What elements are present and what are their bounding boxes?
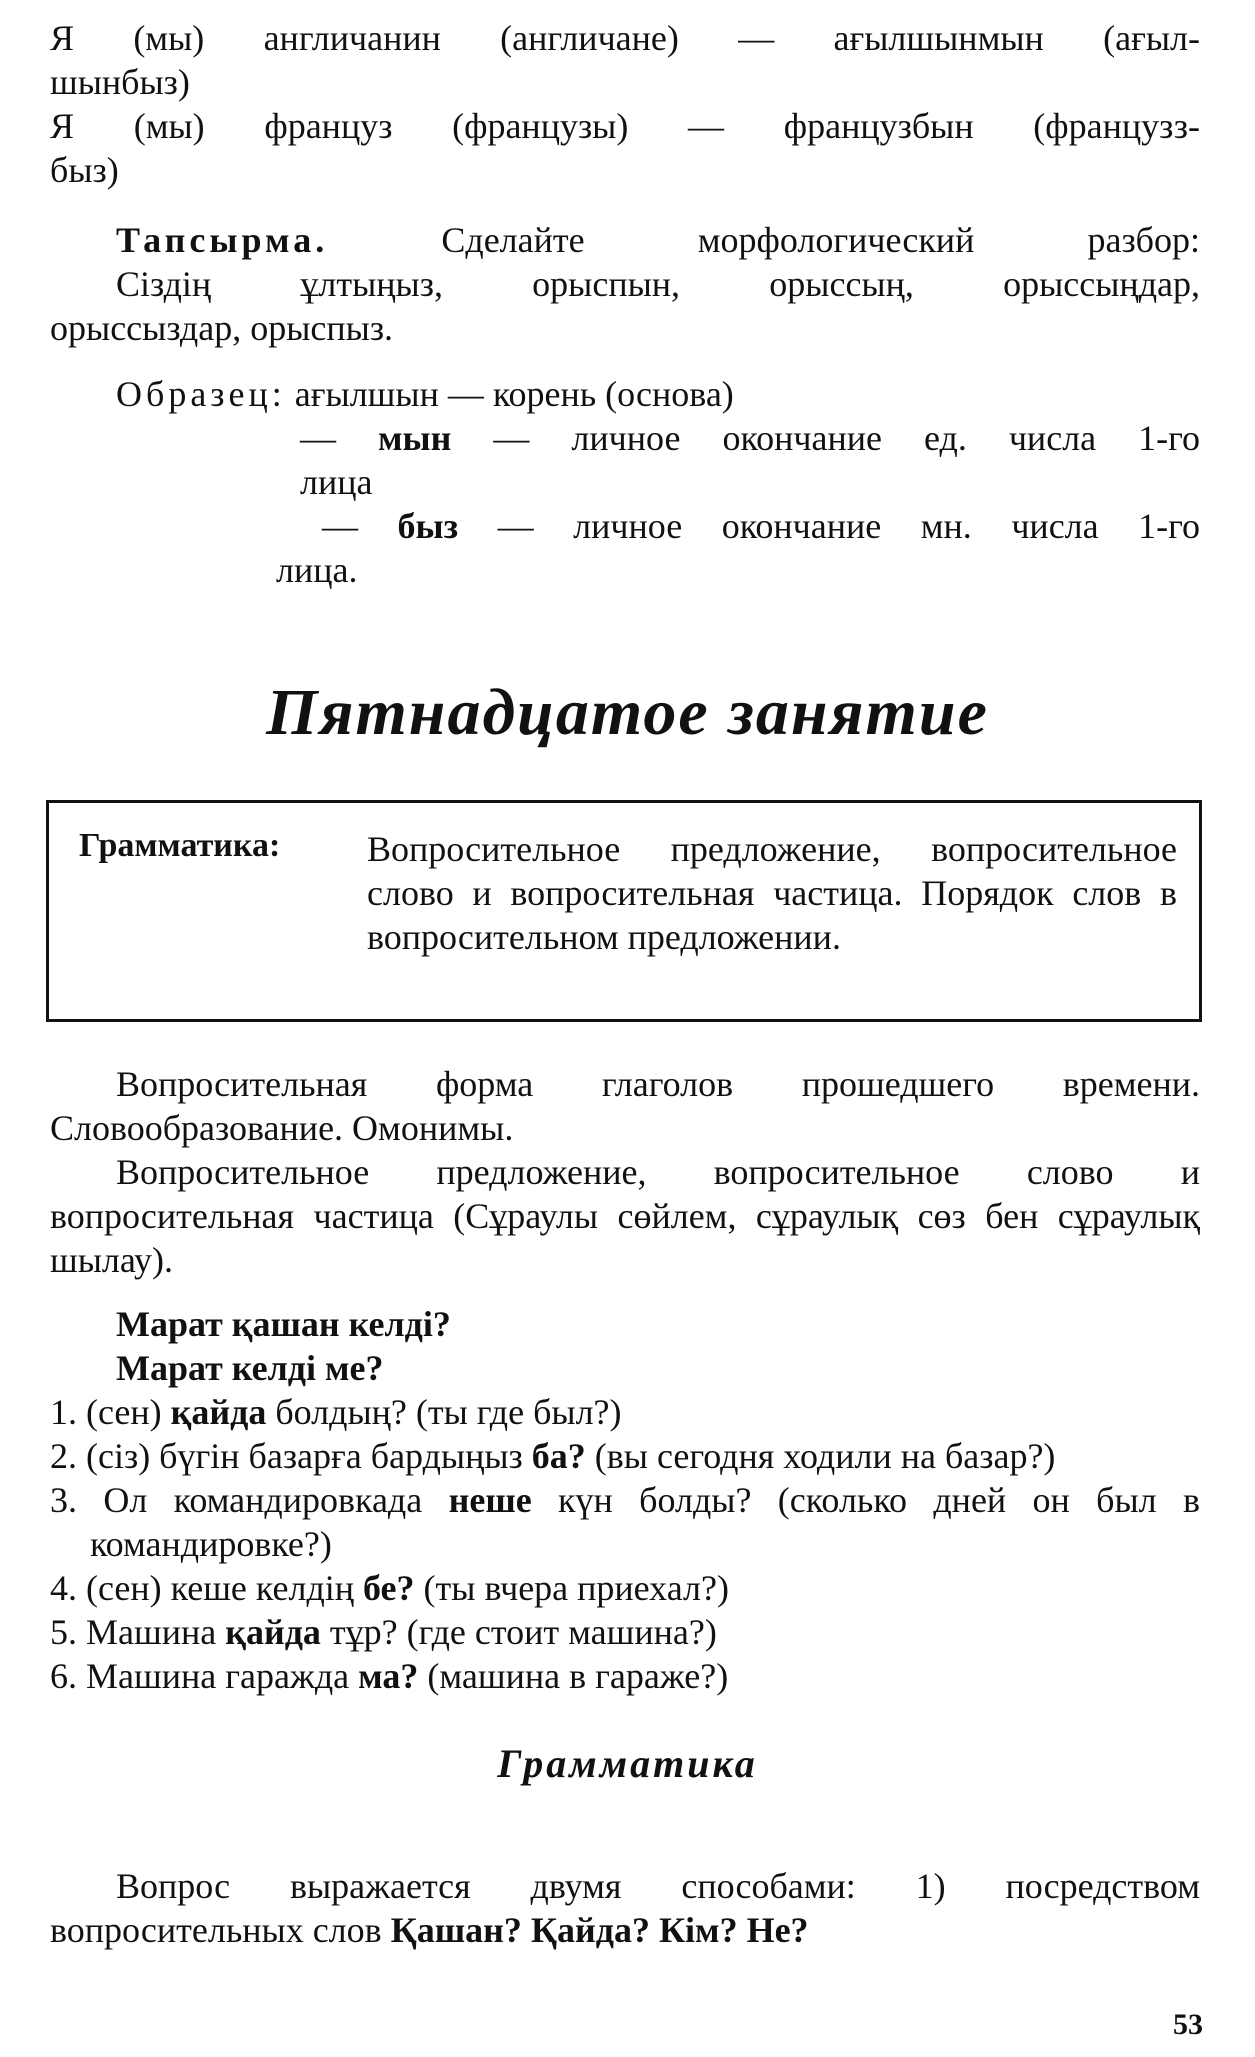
example-a: Марат қашан келді? [116, 1304, 451, 1344]
task-line-1 [50, 218, 1200, 262]
item-keyword: қайда [170, 1392, 267, 1432]
example-b: Марат келді ме? [116, 1348, 384, 1388]
top-line-1a: Я (мы) англичанин (англичане) — ағылшынмын (ағыл- [50, 18, 1200, 58]
numbered-examples [50, 1390, 1200, 1698]
sample-line-2-rest: — личное окончание ед. числа 1-го [451, 418, 1200, 458]
final-paragraph-text [50, 1864, 1200, 1952]
item-text: 3. Ол командировкада [50, 1480, 449, 1520]
dash: — [300, 418, 379, 458]
sample-line-2 [50, 416, 1200, 460]
top-line-2a: Я (мы) француз (французы) — французбын (французз- [50, 106, 1200, 146]
list-item [50, 1478, 1200, 1566]
item-text: болдың? (ты где был?) [266, 1392, 622, 1432]
top-line-1b: шынбыз) [50, 62, 190, 102]
final-text: Вопрос выражается двумя способами: 1) посредством вопросительных слов [50, 1866, 1200, 1950]
sample-line-1 [50, 372, 1200, 416]
top-line-2b: быз) [50, 150, 119, 190]
grammar-box [46, 800, 1202, 1022]
list-item [50, 1434, 1200, 1478]
list-item [50, 1654, 1200, 1698]
question-words: Қашан? Қайда? Кім? Не? [390, 1910, 809, 1950]
list-item [50, 1566, 1200, 1610]
sample-root: ағылшын — корень (основа) [285, 374, 734, 414]
list-item [50, 1390, 1200, 1434]
item-text: (вы сегодня ходили на базар?) [585, 1436, 1056, 1476]
section-heading: Грамматика [497, 1741, 758, 1786]
top-lines [50, 16, 1200, 192]
item-keyword: бе? [363, 1568, 415, 1608]
suffix-myn: мын [378, 418, 452, 458]
page-number: 53 [1173, 2008, 1203, 2041]
item-keyword: қайда [225, 1612, 321, 1652]
item-text: тұр? (где стоит машина?) [320, 1612, 717, 1652]
item-keyword: ма? [358, 1656, 419, 1696]
task-block [50, 218, 1200, 350]
item-text: (ты вчера приехал?) [414, 1568, 729, 1608]
dash: — [322, 506, 398, 546]
item-text: (машина в гараже?) [418, 1656, 729, 1696]
item-text: 5. Машина [50, 1612, 226, 1652]
item-text: 4. (сен) кеше келдің [50, 1568, 364, 1608]
chapter-title: Пятнадцатое занятие [266, 676, 989, 749]
grammar-box-text: Вопросительное предложение, вопросительное слово и вопросительная частица. Порядок слов в вопросительном предложении. [367, 829, 1177, 957]
sample-line-3-rest: — личное окончание мн. числа 1-го [458, 506, 1200, 546]
item-text: 1. (сен) [50, 1392, 171, 1432]
sample-line-2-cont: лица [300, 462, 373, 502]
examples-block [50, 1302, 1200, 1698]
paragraph-2: Вопросительное предложение, вопросительное слово и вопросительная частица (Сұраулы сөйлем, сұраулық сөз бен сұраулық шылау). [50, 1152, 1200, 1280]
task-label: Тапсырма. [116, 220, 329, 260]
paragraph-1: Вопросительная форма глаголов прошедшего времени. Словообразование. Омонимы. [50, 1064, 1200, 1148]
sample-block [50, 372, 1200, 592]
item-keyword: ба? [531, 1436, 586, 1476]
task-words-2: орыссыздар, орыспыз. [50, 308, 394, 348]
task-instruction: Сделайте морфологический разбор: [328, 220, 1200, 260]
list-item [50, 1610, 1200, 1654]
task-words-1: Сіздің ұлтыңыз, орыспын, орыссың, орыссыңдар, [116, 264, 1200, 304]
final-paragraph [50, 1864, 1200, 1952]
item-keyword: неше [448, 1480, 532, 1520]
item-text: 2. (сіз) бүгін базарға бардыңыз [50, 1436, 532, 1476]
suffix-byz: быз [397, 506, 459, 546]
sample-label: Образец: [116, 374, 286, 414]
item-text: күн болды? (сколько дней он был в командировке?) [90, 1480, 1200, 1564]
sample-line-3-cont: лица. [276, 550, 358, 590]
intro-paragraphs [50, 1062, 1200, 1282]
sample-line-3 [50, 504, 1200, 548]
grammar-box-label: Грамматика: [79, 827, 281, 864]
item-text: 6. Машина гаражда [50, 1656, 359, 1696]
